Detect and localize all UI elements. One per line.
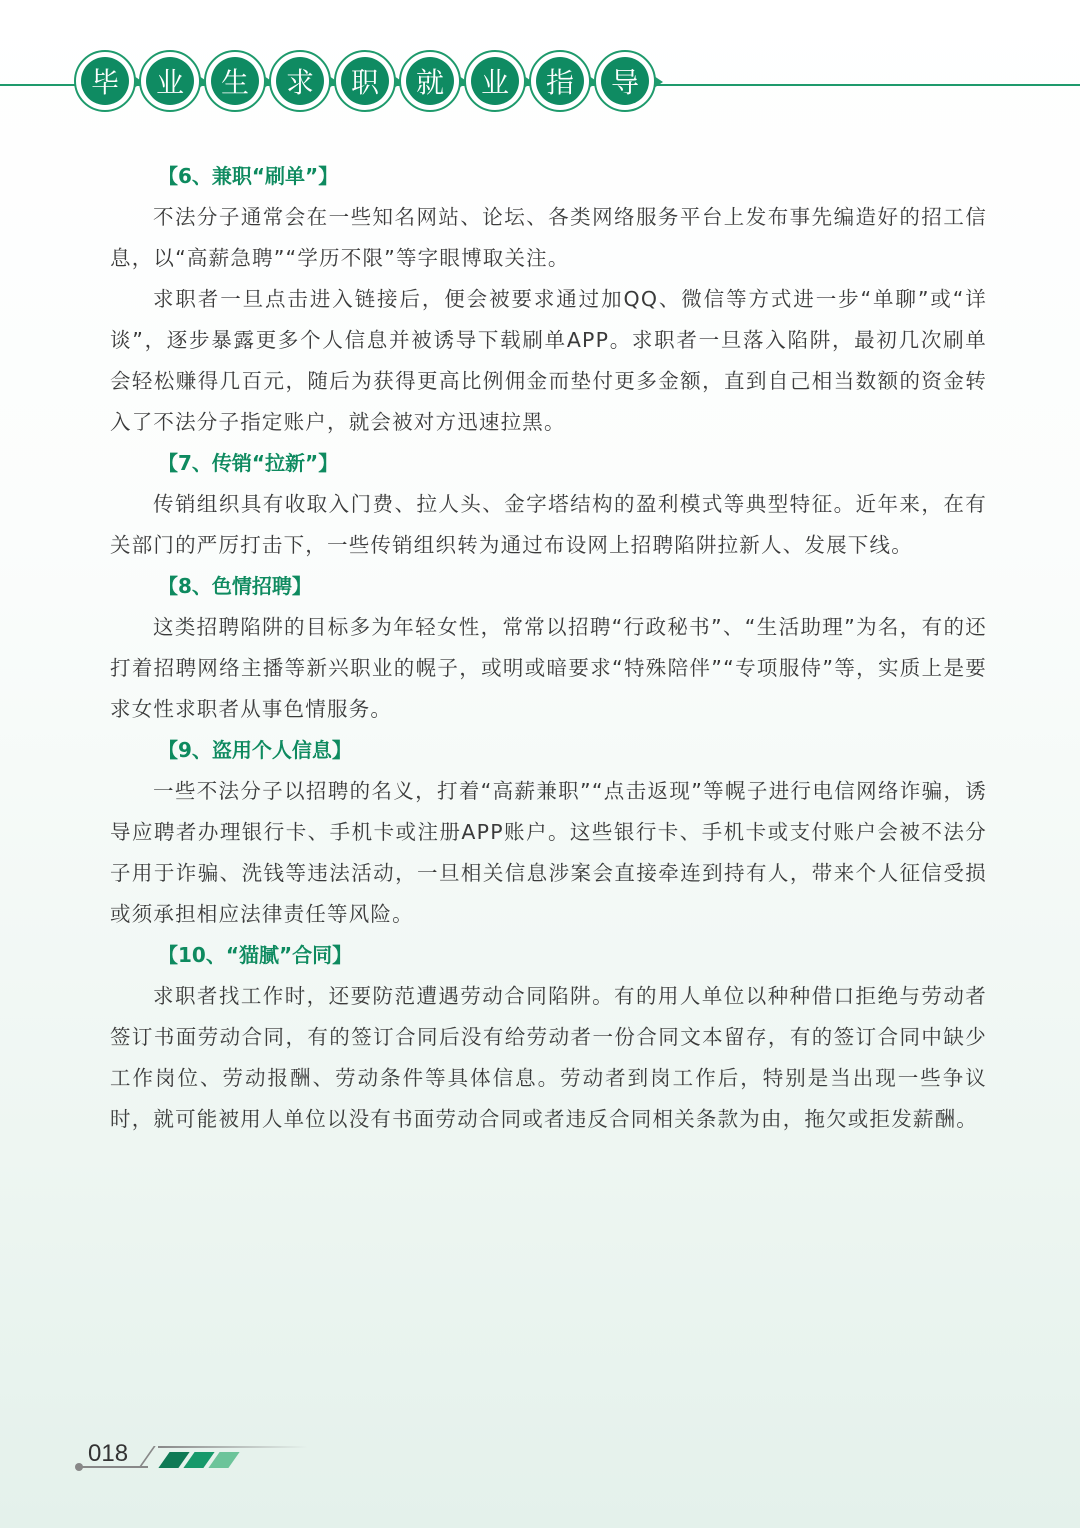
banner-bubble (74, 50, 136, 112)
banner-bubble (529, 50, 591, 112)
paragraph: 一些不法分子以招聘的名义，打着“高薪兼职”“点击返现”等幌子进行电信网络诈骗，诱导应聘者办理银行卡、手机卡或注册APP账户。这些银行卡、手机卡或支付账户会被不法分子用于诈骗、洗钱等违法活动，一旦相关信息涉案会直接牵连到持有人，带来个人征信受损或须承担相应法律责任等风险。 (110, 779, 987, 926)
paragraph: 传销组织具有收取入门费、拉人头、金字塔结构的盈利模式等典型特征。近年来，在有关部门的严厉打击下，一些传销组织转为通过布设网上招聘陷阱拉新人、发展下线。 (110, 492, 987, 557)
banner-char: 导 (601, 57, 649, 105)
banner-char: 就 (406, 57, 454, 105)
banner-bubble (399, 50, 461, 112)
header-banner (74, 50, 659, 112)
section-heading: 【9、盗用个人信息】 (158, 738, 352, 762)
banner-bubble (269, 50, 331, 112)
banner-char: 毕 (81, 57, 129, 105)
article-body (110, 156, 987, 1140)
section-heading: 【10、“猫腻”合同】 (158, 943, 353, 967)
banner-char: 生 (211, 57, 259, 105)
paragraph: 求职者找工作时，还要防范遭遇劳动合同陷阱。有的用人单位以种种借口拒绝与劳动者签订书面劳动合同，有的签订合同后没有给劳动者一份合同文本留存，有的签订合同中缺少工作岗位、劳动报酬、劳动条件等具体信息。劳动者到岗工作后，特别是当出现一些争议时，就可能被用人单位以没有书面劳动合同或者违反合同相关条款为由，拖欠或拒发薪酬。 (110, 984, 987, 1131)
footer-slash (138, 1446, 155, 1468)
banner-bubble (334, 50, 396, 112)
paragraph: 这类招聘陷阱的目标多为年轻女性，常常以招聘“行政秘书”、“生活助理”为名，有的还打着招聘网络主播等新兴职业的幌子，或明或暗要求“特殊陪伴”“专项服侍”等，实质上是要求女性求职者从事色情服务。 (110, 615, 987, 721)
banner-char: 指 (536, 57, 584, 105)
banner-bubble (139, 50, 201, 112)
footer-stripe (208, 1452, 239, 1468)
banner-char: 求 (276, 57, 324, 105)
section-heading: 【7、传销“拉新”】 (158, 451, 339, 475)
section-heading: 【6、兼职“刷单”】 (158, 164, 339, 188)
paragraph: 不法分子通常会在一些知名网站、论坛、各类网络服务平台上发布事先编造好的招工信息，以“高薪急聘”“学历不限”等字眼博取关注。 (110, 205, 987, 270)
banner-char: 职 (341, 57, 389, 105)
page-number: 018 (88, 1440, 129, 1467)
banner-char: 业 (146, 57, 194, 105)
banner-bubble (204, 50, 266, 112)
paragraph: 求职者一旦点击进入链接后，便会被要求通过加QQ、微信等方式进一步“单聊”或“详谈”，逐步暴露更多个人信息并被诱导下载刷单APP。求职者一旦落入陷阱，最初几次刷单会轻松赚得几百元，随后为获得更高比例佣金而垫付更多金额，直到自己相当数额的资金转入了不法分子指定账户，就会被对方迅速拉黑。 (110, 287, 987, 434)
banner-bubble (464, 50, 526, 112)
banner-bubble (594, 50, 656, 112)
footer-top-rule (158, 1446, 308, 1448)
banner-char: 业 (471, 57, 519, 105)
section-heading: 【8、色情招聘】 (158, 574, 312, 598)
